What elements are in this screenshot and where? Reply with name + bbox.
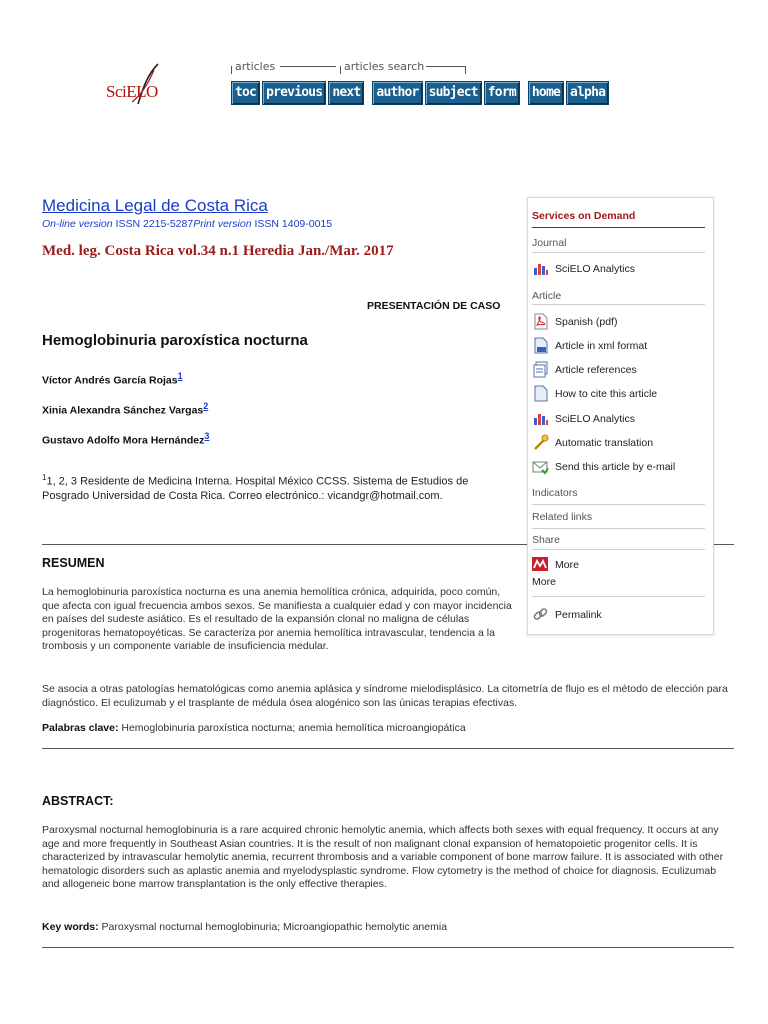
print-version-label: Print version [193,218,252,230]
affiliation-text: 1, 2, 3 Residente de Medicina Interna. Hospital México CCSS. Sistema de Estudios de Posgrado Universidad de Costa Rica. Correo electrónico.: vicandgr@hotmail.com. [42,475,469,502]
sidebar-rule [532,252,705,253]
sidebar-item-label: Automatic translation [555,436,654,449]
keywords-label: Palabras clave: [42,722,119,734]
article-analytics-link[interactable] [532,410,635,427]
sidebar-item-label: SciELO Analytics [555,412,635,425]
nav-next-button[interactable]: next [328,81,364,105]
keywords-text: Paroxysmal nocturnal hemoglobinuria; Microangiopathic hemolytic anemia [98,921,448,933]
how-to-cite-link[interactable] [532,385,657,402]
share-addthis-icon [532,556,549,573]
sidebar-rule [532,549,705,550]
resumen-heading: RESUMEN [42,556,105,570]
author-ref-link[interactable]: 2 [203,401,209,411]
section-type: PRESENTACIÓN DE CASO [367,300,501,312]
sidebar-section-article: Article [532,290,562,302]
print-issn: ISSN 1409-0015 [254,218,333,230]
sidebar-section-related-links[interactable]: Related links [532,511,593,523]
nav-group-articles-label: articles [235,60,276,73]
sidebar-section-share: Share [532,534,561,546]
sidebar-section-journal: Journal [532,237,567,249]
sidebar-rule [532,304,705,305]
sidebar-rule [532,227,705,228]
issue-citation: Med. leg. Costa Rica vol.34 n.1 Heredia Jan./Mar. 2017 [42,243,394,259]
author-ref-link[interactable]: 1 [177,371,183,381]
nav-toc-button[interactable]: toc [231,81,260,105]
keywords-label: Key words: [42,921,99,933]
nav-group-line [426,66,466,67]
sidebar-rule [532,528,705,529]
author-ref-link[interactable]: 3 [204,431,210,441]
divider [42,748,734,749]
pdf-icon [532,313,549,330]
journal-title-link[interactable]: Medicina Legal de Costa Rica [42,196,268,215]
nav-group-bracket [340,66,341,74]
share-more-button[interactable] [532,556,579,573]
article-references-link[interactable] [532,361,637,378]
nav-form-button[interactable]: form [484,81,520,105]
issn-line [42,218,332,230]
spanish-pdf-link[interactable] [532,313,617,330]
resumen-paragraph-2: Se asocia a otras patologías hematológicas como anemia aplásica y síndrome mielodisplásico. La citometría de flujo es el método de elección para diagnóstico. El eculizumab y el trasplante de médula ósea alogénico son las únicas terapias efectivas. [42,683,728,709]
send-email-link[interactable] [532,458,675,475]
email-icon [532,458,549,475]
xml-format-link[interactable] [532,337,647,354]
references-icon [532,361,549,378]
nav-previous-button[interactable]: previous [262,81,326,105]
keywords-text: Hemoglobinuria paroxística nocturna; anemia hemolítica microangiopática [118,722,466,734]
share-more-label: More [555,558,579,571]
author-name: Xinia Alexandra Sánchez Vargas [42,404,204,417]
sidebar-item-label: Article references [555,363,637,376]
scielo-logo[interactable] [104,62,166,108]
nav-group-line [280,66,336,67]
abstract-keywords [42,921,447,933]
sidebar-item-label: SciELO Analytics [555,262,635,275]
services-sidebar [527,197,714,635]
permalink-link[interactable] [532,606,602,623]
author-name: Víctor Andrés García Rojas [42,374,178,387]
analytics-icon [532,260,549,277]
permalink-icon [532,606,549,623]
author-2 [42,401,208,417]
abstract-paragraph: Paroxysmal nocturnal hemoglobinuria is a rare acquired chronic hemolytic anemia, which affects both sexes with equal frequency. It occurs at any age and more frequently in Southeast Asian countries. It is the result of non malignant clonal expansion of hematopoietic progenitor cells. It is characterized by intravascular hemolytic anemia, recurrent thrombosis and a variable component of bone marrow failure. It is associated with other hematologic disorders such as aplastic anemia and myelodysplastic syndrome. Flow cytometry is the method of choice for diagnosis. Eculizumab and allogeneic bone marrow transplantation is the only effective therapies. [42,824,724,890]
divider [42,947,734,948]
analytics-icon [532,410,549,427]
translate-icon [532,434,549,451]
resumen-paragraph-1: La hemoglobinuria paroxística nocturna es una anemia hemolítica crónica, adquirida, poco común, que afecta con igual frecuencia ambos sexos. Se manifiesta a cualquier edad y con mayor incidencia en países del sudeste asiático. Es el resultado de la expansión clonal no maligna de células progenitoras hematopoyéticas. Se caracteriza por anemia hemolítica intravascular, tendencia a la trombosis y un componente variable de insuficiencia medular. [42,586,512,652]
nav-home-button[interactable]: home [528,81,564,105]
sidebar-item-label: Spanish (pdf) [555,315,618,328]
sidebar-item-label: Permalink [555,608,602,621]
sidebar-item-label: Send this article by e-mail [555,460,676,473]
nav-group-bracket [231,66,232,74]
article-title: Hemoglobinuria paroxística nocturna [42,332,308,349]
sidebar-rule [532,596,705,597]
author-name: Gustavo Adolfo Mora Hernández [42,434,205,447]
share-more-link[interactable]: More [532,576,556,588]
online-issn: ISSN 2215-5287 [115,218,194,230]
nav-author-button[interactable]: author [372,81,422,105]
services-title: Services on Demand [532,210,636,222]
journal-analytics-link[interactable] [532,260,635,277]
abstract-heading: ABSTRACT: [42,794,114,808]
affiliation-marker: 1 [42,473,47,482]
nav-group-bracket [465,66,466,74]
xml-icon [532,337,549,354]
nav-alpha-button[interactable]: alpha [566,81,609,105]
logo-text: SciELO [106,82,158,101]
resumen-keywords [42,722,466,734]
sidebar-section-indicators[interactable]: Indicators [532,487,578,499]
author-1 [42,371,183,387]
author-3 [42,431,209,447]
automatic-translation-link[interactable] [532,434,653,451]
sidebar-rule [532,504,705,505]
sidebar-item-label: Article in xml format [555,339,648,352]
nav-subject-button[interactable]: subject [425,81,482,105]
nav-button-bar [231,81,609,105]
affiliation [42,471,512,503]
online-version-label: On-line version [42,218,113,230]
sidebar-item-label: How to cite this article [555,387,658,400]
nav-group-search-label: articles search [344,60,425,73]
cite-icon [532,385,549,402]
